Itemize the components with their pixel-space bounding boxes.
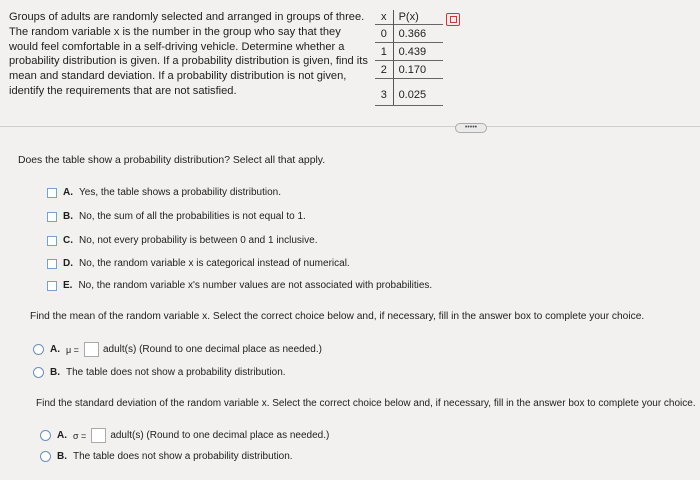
cell-px: 0.025: [393, 79, 443, 106]
std-dev-answer-input[interactable]: [91, 428, 106, 443]
cell-px: 0.170: [393, 61, 443, 79]
option-letter: A.: [63, 187, 73, 198]
q1-option-d[interactable]: [47, 258, 350, 269]
table-header-row: [375, 10, 443, 25]
q3-option-b[interactable]: [40, 451, 293, 462]
table-row: [375, 43, 443, 61]
q1-option-b[interactable]: [47, 211, 306, 222]
table-row: [375, 61, 443, 79]
cell-px: 0.439: [393, 43, 443, 61]
q2-prompt: Find the mean of the random variable x. Select the correct choice below and, if necessary, fill in the answer box to complete your choice.: [30, 311, 645, 322]
section-divider: [0, 126, 700, 127]
copy-icon-inner: [450, 16, 457, 23]
option-letter: B.: [50, 367, 60, 378]
q1-option-c[interactable]: [47, 235, 317, 246]
probability-table: [375, 10, 443, 106]
header-x: x: [375, 10, 393, 25]
cell-x: 1: [375, 43, 393, 61]
q2-option-a[interactable]: [33, 342, 322, 357]
option-text: The table does not show a probability distribution.: [66, 367, 286, 378]
table-row: [375, 79, 443, 106]
mean-answer-input[interactable]: [84, 342, 99, 357]
q1-option-e[interactable]: [47, 280, 432, 291]
expand-more-button[interactable]: •••••: [455, 123, 487, 133]
cell-px: 0.366: [393, 25, 443, 43]
q1-prompt: Does the table show a probability distribution? Select all that apply.: [18, 155, 326, 166]
radio-button[interactable]: [33, 367, 44, 378]
option-text: No, the random variable x is categorical instead of numerical.: [79, 258, 350, 269]
option-text: The table does not show a probability distribution.: [73, 451, 293, 462]
checkbox[interactable]: [47, 212, 57, 222]
problem-statement: [9, 10, 369, 99]
problem-line: mean and standard deviation. If a probability distribution is not given,: [9, 70, 347, 83]
radio-button[interactable]: [40, 430, 51, 441]
sigma-symbol: σ =: [73, 430, 87, 441]
table-row: [375, 25, 443, 43]
cell-x: 2: [375, 61, 393, 79]
option-text: No, the random variable x's number values are not associated with probabilities.: [78, 280, 433, 291]
checkbox[interactable]: [47, 236, 57, 246]
option-letter: C.: [63, 235, 73, 246]
checkbox[interactable]: [47, 259, 57, 269]
option-letter: A.: [50, 344, 60, 355]
cell-x: 0: [375, 25, 393, 43]
problem-line: identify the requirements that are not satisfied.: [9, 84, 237, 97]
problem-line: Groups of adults are randomly selected and arranged in groups of three.: [9, 11, 365, 23]
radio-button[interactable]: [33, 344, 44, 355]
copy-table-icon[interactable]: [446, 13, 460, 26]
cell-x: 3: [375, 79, 393, 106]
header-px: P(x): [398, 11, 419, 23]
option-letter: B.: [63, 211, 73, 222]
option-text: No, the sum of all the probabilities is not equal to 1.: [79, 211, 306, 222]
q3-option-a[interactable]: [40, 428, 329, 443]
q2-option-b[interactable]: [33, 367, 286, 378]
option-letter: A.: [57, 430, 67, 441]
option-text: Yes, the table shows a probability distribution.: [79, 187, 281, 198]
problem-line: probability distribution is given. If a probability distribution is given, find its: [9, 55, 368, 68]
radio-button[interactable]: [40, 451, 51, 462]
checkbox[interactable]: [47, 281, 57, 291]
option-text: No, not every probability is between 0 and 1 inclusive.: [79, 235, 318, 246]
option-letter: B.: [57, 451, 67, 462]
problem-line: would feel comfortable in a self-driving vehicle. Determine whether a: [9, 40, 345, 53]
option-letter: D.: [63, 258, 73, 269]
option-letter: E.: [63, 280, 73, 291]
option-text: adult(s) (Round to one decimal place as needed.): [110, 430, 330, 441]
checkbox[interactable]: [47, 188, 57, 198]
q3-prompt: Find the standard deviation of the random variable x. Select the correct choice below and, if necessary, fill in the answer box to complete your choice.: [36, 398, 696, 409]
mu-symbol: μ =: [66, 344, 79, 355]
q1-option-a[interactable]: [47, 187, 281, 198]
option-text: adult(s) (Round to one decimal place as needed.): [102, 344, 322, 355]
problem-line: The random variable x is the number in the group who say that they: [9, 25, 341, 38]
